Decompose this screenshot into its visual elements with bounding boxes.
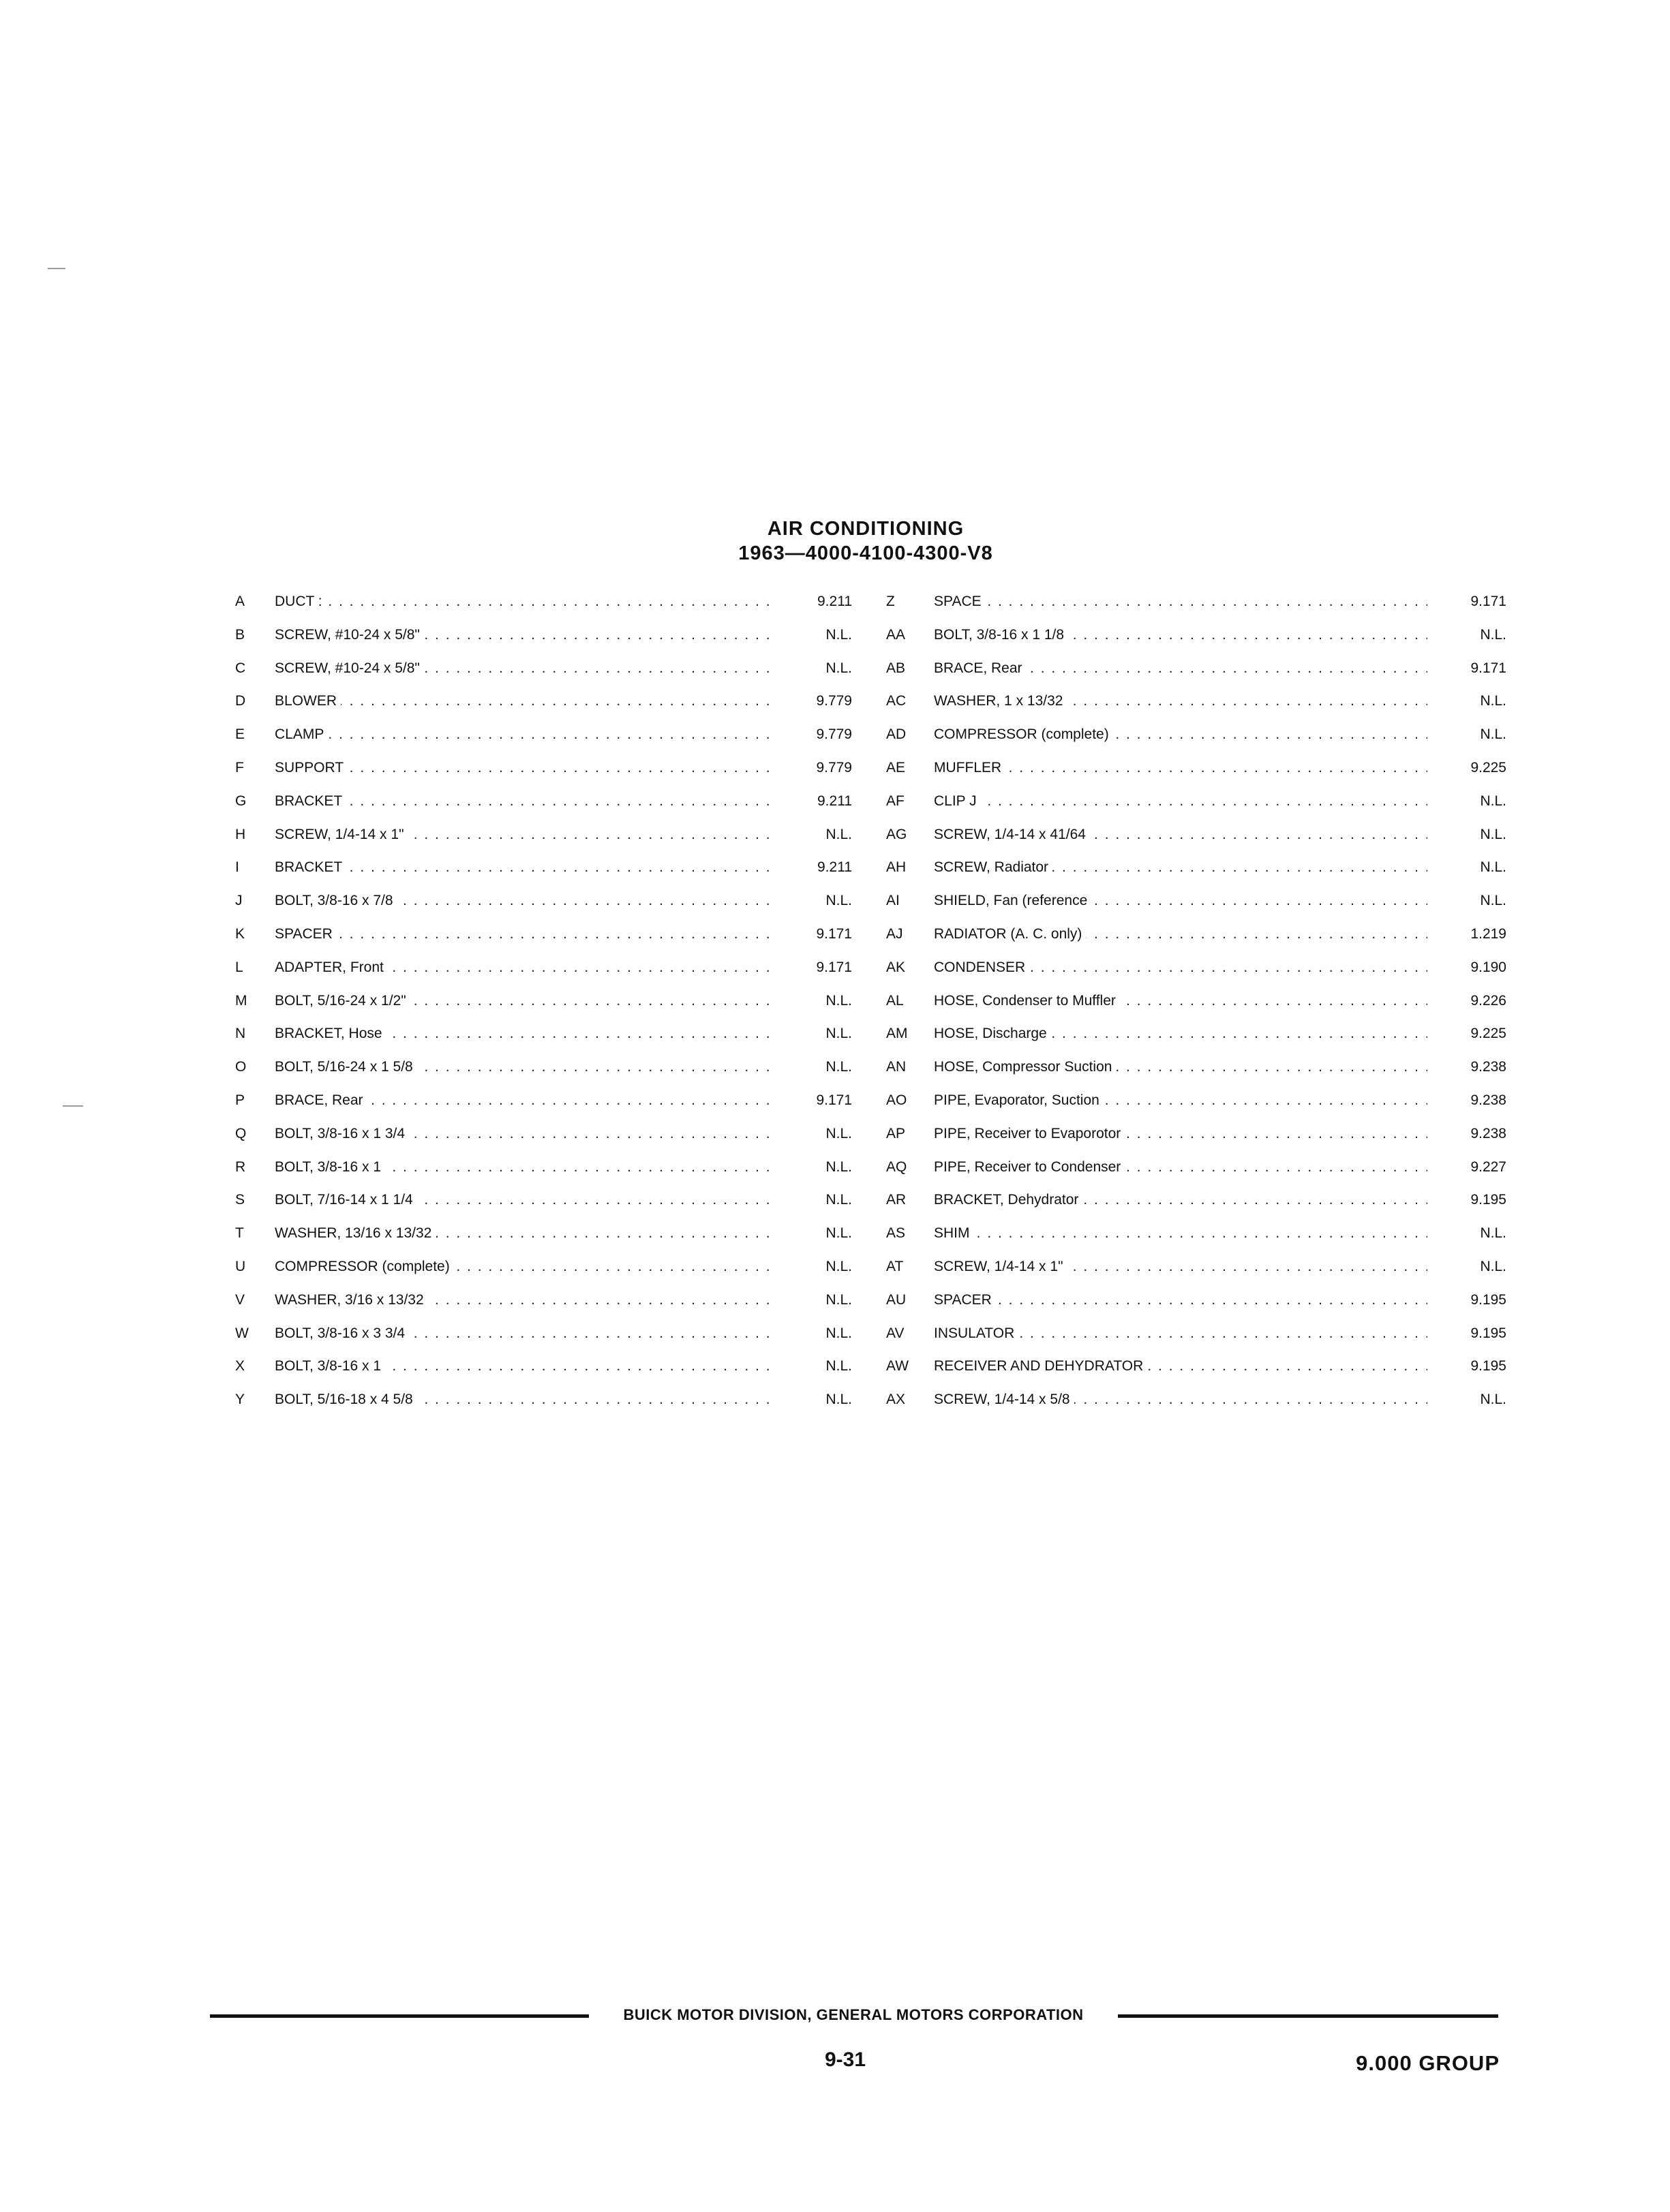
part-description-text: INSULATOR <box>934 1325 1018 1341</box>
part-reference: 9.779 <box>816 726 852 743</box>
part-description <box>275 1157 773 1178</box>
part-description-text: PIPE, Evaporator, Suction <box>934 1092 1104 1108</box>
part-description <box>275 1290 773 1310</box>
parts-row <box>235 825 852 858</box>
part-letter: AG <box>886 826 907 842</box>
part-letter: E <box>235 726 245 743</box>
parts-row <box>235 791 852 825</box>
part-description <box>934 691 1427 711</box>
part-description-text: BOLT, 7/16-14 x 1 1/4 <box>275 1192 417 1208</box>
part-reference: 9.171 <box>816 959 852 975</box>
part-reference: N.L. <box>825 1225 852 1242</box>
parts-row <box>235 1024 852 1057</box>
part-reference: 9.211 <box>817 793 852 809</box>
part-reference: N.L. <box>825 1059 852 1075</box>
part-reference: N.L. <box>1480 726 1506 743</box>
part-description-text: HOSE, Discharge <box>934 1026 1051 1041</box>
part-description-text: BRACKET, Dehydrator <box>934 1192 1082 1208</box>
part-description <box>934 1057 1427 1077</box>
part-description <box>934 1356 1427 1377</box>
part-reference: 9.195 <box>1470 1192 1506 1208</box>
page-number: 9-31 <box>824 2048 866 2071</box>
parts-row <box>235 991 852 1024</box>
part-description-text: RECEIVER AND DEHYDRATOR <box>934 1358 1147 1374</box>
part-letter: V <box>235 1291 245 1308</box>
part-description <box>275 724 773 745</box>
part-description <box>934 791 1427 812</box>
part-description-text: BOLT, 3/8-16 x 1 1/8 <box>934 627 1068 643</box>
part-description-text: MUFFLER <box>934 760 1005 775</box>
part-reference: 9.779 <box>816 693 852 709</box>
page-subtitle: 1963—4000-4100-4300-V8 <box>738 542 993 564</box>
part-letter: AK <box>886 959 906 975</box>
parts-row <box>886 957 1506 991</box>
scan-speck <box>63 1105 83 1107</box>
part-letter: B <box>235 626 245 643</box>
part-description <box>275 691 773 711</box>
group-label: 9.000 GROUP <box>1356 2051 1500 2075</box>
part-description <box>275 825 773 845</box>
footer-corporation: BUICK MOTOR DIVISION, GENERAL MOTORS CORPORATION <box>623 2006 1084 2023</box>
part-reference: 9.171 <box>1470 594 1506 609</box>
parts-row <box>235 1223 852 1257</box>
part-reference: N.L. <box>1480 893 1506 909</box>
parts-row <box>886 1290 1506 1323</box>
scan-speck <box>48 268 65 269</box>
part-reference: N.L. <box>1480 826 1506 842</box>
part-letter: M <box>235 992 247 1009</box>
parts-row <box>886 857 1506 891</box>
parts-row <box>235 625 852 658</box>
parts-row <box>886 625 1506 658</box>
part-reference: 1.219 <box>1470 925 1506 942</box>
part-description <box>934 758 1427 778</box>
parts-list-left <box>235 592 852 1423</box>
parts-row <box>235 857 852 891</box>
parts-row <box>235 891 852 924</box>
part-description <box>934 891 1427 911</box>
part-description-text: BRACKET <box>275 859 346 875</box>
part-letter: AN <box>886 1059 907 1075</box>
parts-row <box>235 1190 852 1223</box>
part-reference: 9.211 <box>817 594 852 609</box>
part-description-text: BRACKET, Hose <box>275 1026 386 1041</box>
part-reference: 9.171 <box>816 1092 852 1108</box>
part-description-text: SUPPORT <box>275 760 348 775</box>
part-letter: P <box>235 1092 245 1108</box>
part-reference: N.L. <box>825 626 852 643</box>
part-letter: K <box>235 925 245 942</box>
parts-row <box>235 1057 852 1090</box>
parts-row <box>886 1124 1506 1157</box>
parts-row <box>886 1389 1506 1423</box>
footer-rule-left <box>210 2014 589 2018</box>
part-description-text: DUCT : <box>275 594 327 609</box>
part-description <box>275 891 773 911</box>
parts-row <box>886 658 1506 692</box>
part-description <box>275 857 773 878</box>
part-description <box>934 625 1427 645</box>
part-description-text: PIPE, Receiver to Evaporotor <box>934 1126 1125 1141</box>
part-reference: 9.225 <box>1470 759 1506 775</box>
part-letter: Y <box>235 1392 245 1408</box>
parts-list-right <box>886 592 1506 1423</box>
part-description <box>275 1090 773 1111</box>
part-description-text: SCREW, Radiator <box>934 859 1052 875</box>
part-description <box>275 1323 773 1344</box>
part-description <box>934 724 1427 745</box>
part-reference: N.L. <box>825 660 852 676</box>
part-description-text: BOLT, 3/8-16 x 1 3/4 <box>275 1126 409 1141</box>
part-description <box>934 957 1427 978</box>
part-letter: C <box>235 660 246 676</box>
part-description-text: HOSE, Compressor Suction <box>934 1059 1116 1075</box>
parts-row <box>886 592 1506 625</box>
part-letter: AS <box>886 1225 906 1242</box>
part-reference: 9.225 <box>1470 1026 1506 1042</box>
part-description <box>934 658 1427 679</box>
part-letter: U <box>235 1258 246 1274</box>
part-reference: 9.195 <box>1470 1325 1506 1341</box>
part-letter: F <box>235 759 244 775</box>
part-letter: H <box>235 826 246 842</box>
part-description <box>934 592 1427 612</box>
part-reference: N.L. <box>1480 1225 1506 1242</box>
part-description <box>275 758 773 778</box>
part-letter: A <box>235 594 245 609</box>
part-description-text: RADIATOR (A. C. only) <box>934 926 1086 942</box>
part-letter: W <box>235 1325 249 1341</box>
part-description <box>275 1190 773 1210</box>
part-letter: N <box>235 1026 246 1042</box>
part-reference: N.L. <box>1480 693 1506 709</box>
parts-row <box>235 724 852 758</box>
part-reference: N.L. <box>1480 1392 1506 1408</box>
page-title: AIR CONDITIONING <box>767 518 965 540</box>
part-letter: AQ <box>886 1158 907 1175</box>
part-letter: AA <box>886 626 906 643</box>
part-reference: 9.171 <box>816 925 852 942</box>
part-letter: AE <box>886 759 906 775</box>
part-reference: N.L. <box>825 1192 852 1208</box>
parts-row <box>235 1157 852 1191</box>
part-description <box>275 1057 773 1077</box>
parts-row <box>886 991 1506 1024</box>
part-description <box>934 1389 1427 1410</box>
part-letter: AR <box>886 1192 907 1208</box>
part-letter: L <box>235 959 243 975</box>
parts-row <box>886 1323 1506 1357</box>
part-description <box>934 1157 1427 1178</box>
part-letter: J <box>235 893 243 909</box>
parts-row <box>235 1389 852 1423</box>
part-reference: 9.238 <box>1470 1125 1506 1141</box>
part-description <box>275 1257 773 1277</box>
part-description <box>275 625 773 645</box>
part-description-text: CLIP J <box>934 793 981 809</box>
part-letter: AC <box>886 693 907 709</box>
part-reference: N.L. <box>825 1125 852 1141</box>
part-description-text: WASHER, 13/16 x 13/32 <box>275 1225 436 1241</box>
part-description <box>275 1024 773 1044</box>
part-reference: N.L. <box>825 992 852 1009</box>
part-letter: O <box>235 1059 247 1075</box>
part-description <box>934 1223 1427 1244</box>
part-reference: 9.171 <box>1470 660 1506 676</box>
footer-rule-right <box>1118 2014 1498 2018</box>
part-description <box>275 658 773 679</box>
part-reference: 9.238 <box>1470 1059 1506 1075</box>
part-description-text: SPACE <box>934 594 986 609</box>
part-description <box>934 924 1427 944</box>
part-letter: AP <box>886 1125 906 1141</box>
part-letter: AU <box>886 1291 907 1308</box>
part-description-text: BRACE, Rear <box>275 1092 367 1108</box>
part-reference: 9.195 <box>1470 1291 1506 1308</box>
part-letter: AO <box>886 1092 907 1108</box>
part-reference: N.L. <box>825 1325 852 1341</box>
part-description <box>934 1124 1427 1144</box>
part-description-text: SCREW, #10-24 x 5/8" <box>275 627 424 643</box>
part-reference: N.L. <box>1480 626 1506 643</box>
part-description <box>934 1090 1427 1111</box>
part-description-text: WASHER, 3/16 x 13/32 <box>275 1292 428 1308</box>
part-letter: AX <box>886 1392 906 1408</box>
part-reference: 9.190 <box>1470 959 1506 975</box>
part-reference: N.L. <box>825 1158 852 1175</box>
part-letter: AI <box>886 893 900 909</box>
part-reference: N.L. <box>825 1291 852 1308</box>
part-description <box>934 991 1427 1011</box>
part-letter: T <box>235 1225 244 1242</box>
part-description-text: COMPRESSOR (complete) <box>934 726 1113 742</box>
parts-row <box>235 1323 852 1357</box>
part-description <box>275 1223 773 1244</box>
part-description-text: BOLT, 3/8-16 x 7/8 <box>275 893 397 908</box>
part-description-text: COMPRESSOR (complete) <box>275 1259 454 1274</box>
part-letter: AD <box>886 726 907 743</box>
part-letter: AT <box>886 1258 904 1274</box>
part-description-text: SHIELD, Fan (reference <box>934 893 1091 908</box>
part-letter: AW <box>886 1358 909 1374</box>
part-description <box>934 825 1427 845</box>
part-description-text: CONDENSER <box>934 959 1029 975</box>
part-letter: AF <box>886 793 905 809</box>
parts-row <box>886 1223 1506 1257</box>
parts-row <box>235 658 852 692</box>
part-reference: 9.227 <box>1470 1158 1506 1175</box>
part-description-text: BRACKET <box>275 793 346 809</box>
part-reference: N.L. <box>825 1358 852 1374</box>
parts-row <box>235 691 852 724</box>
part-letter: X <box>235 1358 245 1374</box>
part-reference: N.L. <box>825 1392 852 1408</box>
parts-row <box>886 1024 1506 1057</box>
part-letter: S <box>235 1192 245 1208</box>
parts-row <box>886 724 1506 758</box>
part-description <box>934 1323 1427 1344</box>
part-reference: N.L. <box>825 1026 852 1042</box>
part-description-text: SPACER <box>275 926 337 942</box>
part-reference: 9.195 <box>1470 1358 1506 1374</box>
part-description <box>934 1024 1427 1044</box>
part-description <box>275 924 773 944</box>
part-description <box>934 857 1427 878</box>
part-letter: Z <box>886 594 895 609</box>
part-description-text: SCREW, 1/4-14 x 5/8 <box>934 1392 1074 1407</box>
part-description-text: BOLT, 3/8-16 x 3 3/4 <box>275 1325 409 1341</box>
parts-row <box>235 1356 852 1389</box>
parts-row <box>886 825 1506 858</box>
part-description <box>275 791 773 812</box>
part-description-text: SCREW, 1/4-14 x 1" <box>275 827 408 842</box>
part-reference: N.L. <box>825 826 852 842</box>
parts-row <box>235 758 852 791</box>
parts-row <box>886 758 1506 791</box>
part-letter: I <box>235 859 239 876</box>
part-description <box>275 957 773 978</box>
part-description-text: PIPE, Receiver to Condenser <box>934 1159 1125 1175</box>
part-description-text: SHIM <box>934 1225 974 1241</box>
parts-row <box>235 1090 852 1124</box>
part-description-text: SCREW, 1/4-14 x 1" <box>934 1259 1067 1274</box>
part-reference: 9.226 <box>1470 992 1506 1009</box>
part-letter: AM <box>886 1026 908 1042</box>
part-reference: 9.779 <box>816 759 852 775</box>
parts-row <box>235 592 852 625</box>
parts-row <box>886 791 1506 825</box>
part-reference: 9.238 <box>1470 1092 1506 1108</box>
part-description <box>275 991 773 1011</box>
parts-row <box>886 1057 1506 1090</box>
part-letter: G <box>235 793 247 809</box>
parts-row <box>235 957 852 991</box>
part-reference: N.L. <box>1480 1258 1506 1274</box>
part-description <box>275 1356 773 1377</box>
part-description-text: BOLT, 3/8-16 x 1 <box>275 1159 385 1175</box>
part-description <box>275 1124 773 1144</box>
parts-row <box>235 1257 852 1290</box>
parts-row <box>886 1356 1506 1389</box>
parts-row <box>235 924 852 957</box>
part-description-text: BOLT, 5/16-24 x 1 5/8 <box>275 1059 417 1075</box>
part-reference: 9.211 <box>817 859 852 876</box>
parts-row <box>886 924 1506 957</box>
part-description <box>275 1389 773 1410</box>
part-description-text: SPACER <box>934 1292 996 1308</box>
part-description-text: ADAPTER, Front <box>275 959 388 975</box>
parts-row <box>235 1290 852 1323</box>
part-reference: N.L. <box>1480 859 1506 876</box>
part-reference: N.L. <box>825 1258 852 1274</box>
part-description <box>934 1190 1427 1210</box>
parts-row <box>886 691 1506 724</box>
part-description-text: HOSE, Condenser to Muffler <box>934 993 1120 1009</box>
part-description-text: BLOWER <box>275 693 341 709</box>
part-description-text: BOLT, 5/16-18 x 4 5/8 <box>275 1392 417 1407</box>
part-description-text: SCREW, #10-24 x 5/8" <box>275 660 424 676</box>
parts-row <box>886 1190 1506 1223</box>
part-letter: D <box>235 693 246 709</box>
part-reference: N.L. <box>825 893 852 909</box>
part-letter: AH <box>886 859 907 876</box>
part-description-text: BRACE, Rear <box>934 660 1027 676</box>
part-description-text: BOLT, 5/16-24 x 1/2" <box>275 993 410 1009</box>
part-letter: R <box>235 1158 246 1175</box>
parts-row <box>886 891 1506 924</box>
parts-row <box>886 1257 1506 1290</box>
parts-row <box>886 1157 1506 1191</box>
parts-row <box>886 1090 1506 1124</box>
part-description-text: BOLT, 3/8-16 x 1 <box>275 1358 385 1374</box>
part-description <box>934 1257 1427 1277</box>
parts-row <box>235 1124 852 1157</box>
part-reference: N.L. <box>1480 793 1506 809</box>
part-description-text: CLAMP <box>275 726 328 742</box>
part-description-text: SCREW, 1/4-14 x 41/64 <box>934 827 1090 842</box>
part-letter: AB <box>886 660 906 676</box>
part-letter: AJ <box>886 925 903 942</box>
part-letter: Q <box>235 1125 247 1141</box>
part-description-text: WASHER, 1 x 13/32 <box>934 693 1067 709</box>
part-letter: AL <box>886 992 904 1009</box>
part-letter: AV <box>886 1325 905 1341</box>
part-description <box>934 1290 1427 1310</box>
part-description <box>275 592 773 612</box>
